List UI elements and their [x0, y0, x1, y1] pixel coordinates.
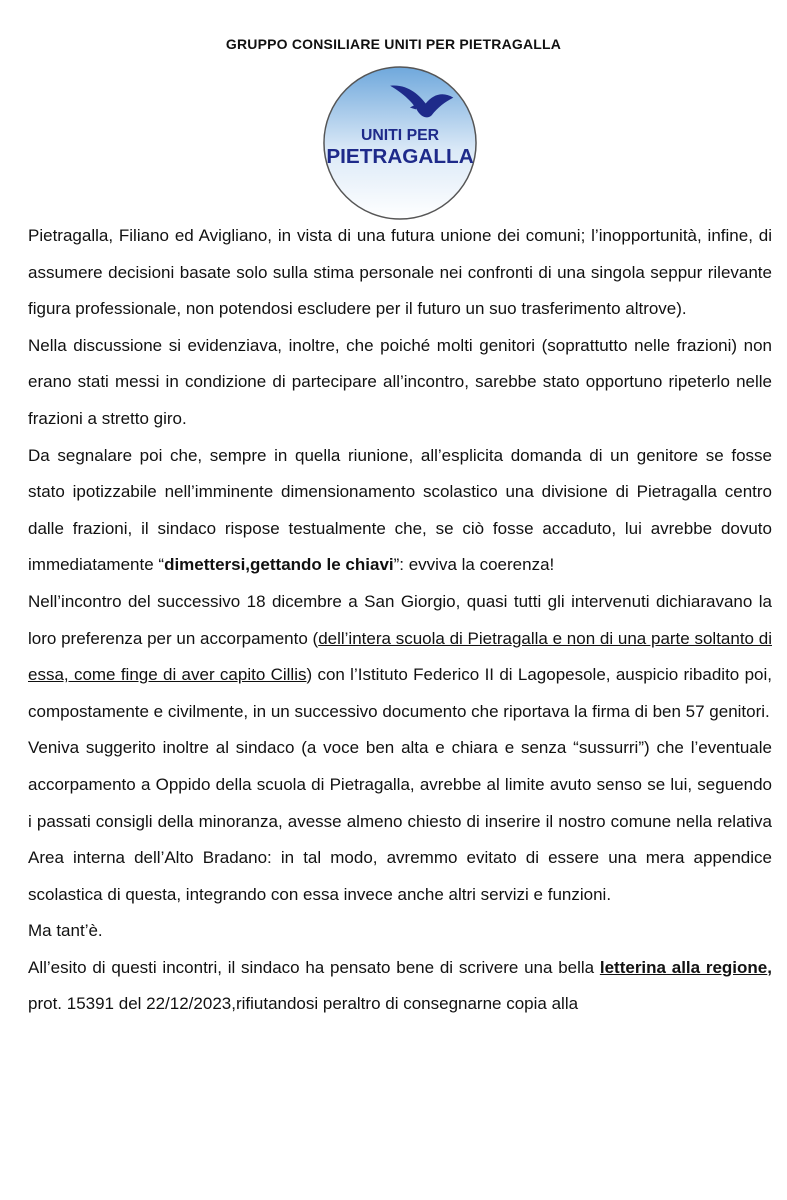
paragraph-3-bold-quote: dimettersi,gettando le chiavi — [164, 555, 394, 575]
page-header: GRUPPO CONSILIARE UNITI PER PIETRAGALLA — [225, 36, 562, 52]
paragraph-7-text: All’esito di questi incontri, il sindaco ha pensato bene di scrivere una bella — [28, 957, 600, 977]
paragraph-6: Ma tant’è. — [28, 921, 103, 941]
party-logo — [321, 64, 479, 222]
paragraph-3-text: Da segnalare poi che, sempre in quella riunione, all’esplicita domanda di un genitore se fosse stato ipotizzabile nell’imminente dimensionamento scolastico una divisione di Pietragalla centro dalle frazioni, il sindaco rispose testualmente che, se ciò fosse accaduto, lui avrebbe dovuto immediatamente “ — [28, 445, 772, 575]
logo-line2: PIETRAGALLA — [326, 144, 474, 168]
paragraph-4 — [28, 584, 772, 730]
paragraph-7 — [28, 950, 772, 1023]
paragraph-5: Veniva suggerito inoltre al sindaco (a voce ben alta e chiara e senza “sussurri”) che l’eventuale accorpamento a Oppido della scuola di Pietragalla, avrebbe al limite avuto senso se lui, seguendo i passati consigli della minoranza, avesse almeno chiesto di inserire il nostro comune nella relativa Area interna dell’Alto Bradano: in tal modo, avremmo evitato di essere una mera appendice scolastica di questa, integrando con essa invece anche altri servizi e funzioni. — [28, 738, 772, 904]
paragraph-4-text: Nell’incontro del successivo 18 dicembre a San Giorgio, quasi tutti gli intervenuti dichiaravano la loro preferenza per un accorpamento ( — [28, 591, 772, 648]
document-body — [28, 218, 772, 1023]
logo-line1: UNITI PER — [360, 127, 440, 145]
paragraph-7-comma: , — [767, 957, 772, 977]
paragraph-7-bold-underlined: letterina alla regione — [599, 957, 768, 977]
paragraph-1: Pietragalla, Filiano ed Avigliano, in vista di una futura unione dei comuni; l’inopportunità, infine, di assumere decisioni basate solo sulla stima personale nei confronti di una singola seppur rilevante figura professionale, non potendosi escludere per il futuro un suo trasferimento altrove). — [28, 226, 772, 319]
paragraph-3 — [28, 438, 772, 584]
paragraph-2: Nella discussione si evidenziava, inoltre, che poiché molti genitori (soprattutto nelle frazioni) non erano stati messi in condizione di partecipare all’incontro, sarebbe stato opportuno ripeterlo nelle frazioni a stretto giro. — [28, 335, 772, 428]
paragraph-4-tail: ) con l’Istituto Federico II di Lagopesole, auspicio ribadito poi, compostamente e civilmente, in un successivo documento che riportava la firma di ben 57 genitori. — [28, 665, 772, 721]
paragraph-3-tail: ”: evviva la coerenza! — [393, 555, 555, 575]
paragraph-4-underlined: dell’intera scuola di Pietragalla e non di una parte soltanto di essa, come finge di aver capito Cillis — [28, 628, 772, 685]
paragraph-7-tail: prot. 15391 del 22/12/2023,rifiutandosi peraltro di consegnarne copia alla — [28, 994, 579, 1014]
